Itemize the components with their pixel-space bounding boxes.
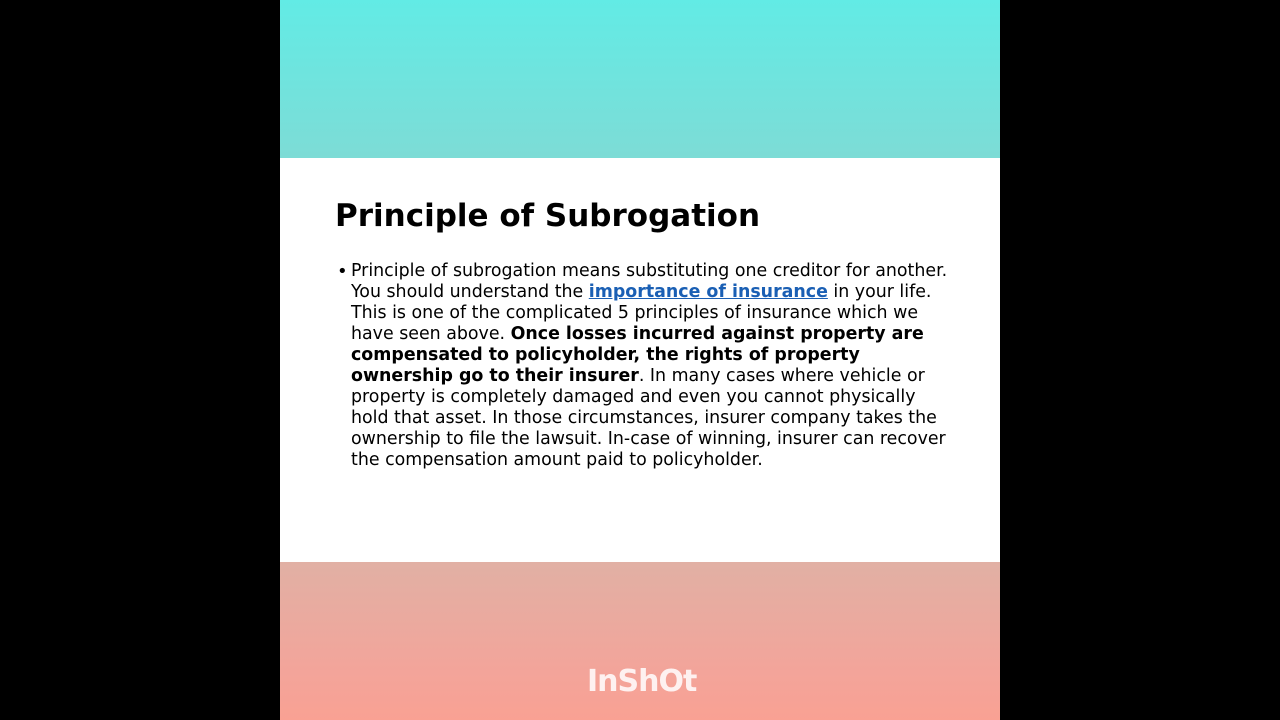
paragraph-text-1: Principle of subrogation means substituting one creditor for another. You should understand the	[351, 261, 948, 302]
inshot-watermark: InShOt	[587, 664, 697, 699]
bullet-paragraph	[351, 261, 957, 471]
bullet-item	[337, 261, 957, 471]
paragraph-text-2: in your life. This is one of the complicated 5 principles of insurance which we have seen above.	[351, 282, 932, 344]
top-gradient-band	[280, 0, 1000, 158]
bullet-point: •	[337, 261, 348, 282]
paragraph-bold-text: Once losses incurred against property are compensated to policyholder, the rights of property ownership go to their insurer	[351, 324, 924, 386]
importance-of-insurance-link[interactable]: importance of insurance	[588, 282, 828, 302]
video-frame	[280, 0, 1000, 720]
slide-title: Principle of Subrogation	[335, 198, 761, 234]
paragraph-text-3: . In many cases where vehicle or property is completely damaged and even you cannot physically hold that asset. In those circumstances, insurer company takes the ownership to file the lawsuit. In-case of winning, insurer can recover the compensation amount paid to policyholder.	[351, 366, 946, 470]
slide	[280, 158, 1000, 562]
